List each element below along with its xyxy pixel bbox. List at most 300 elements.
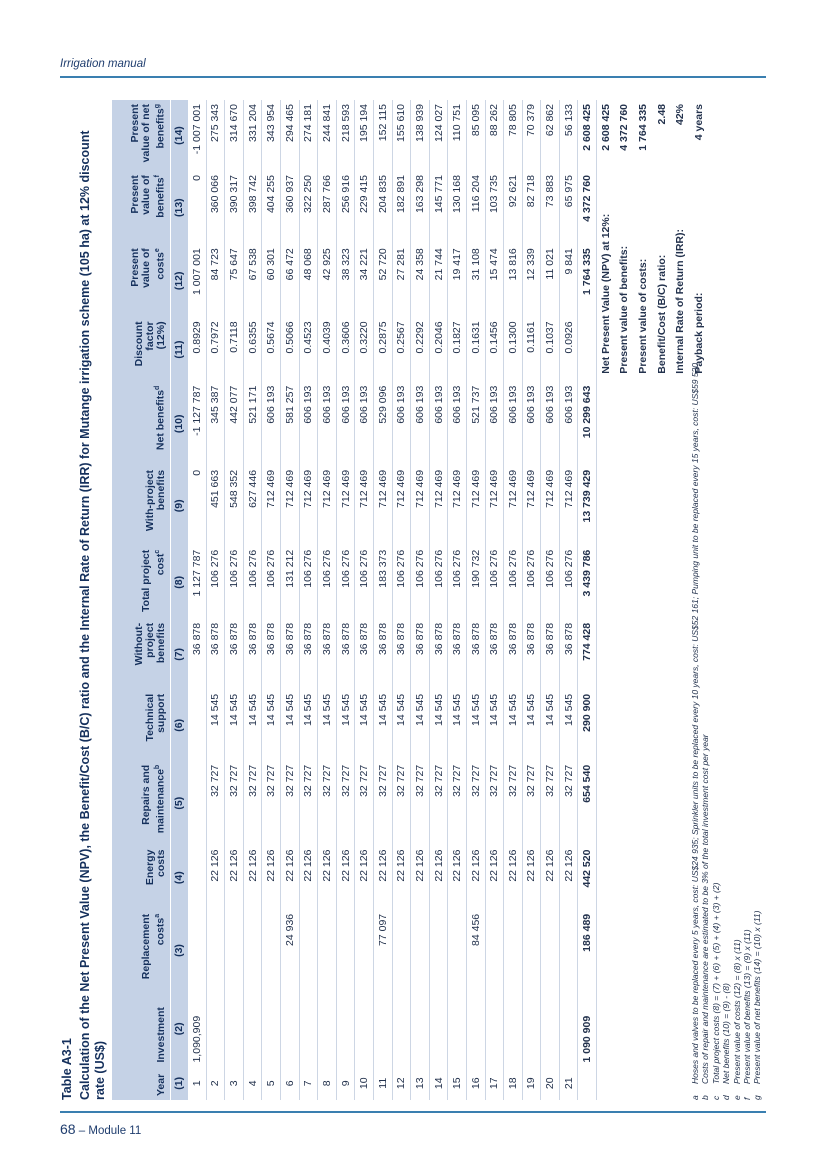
table-cell: 14 545: [448, 690, 467, 761]
table-cell: 34 221: [355, 244, 374, 317]
table-cell: [541, 910, 560, 991]
table-cell: 9: [336, 1067, 355, 1100]
table-cell: 343 954: [262, 100, 281, 171]
table-cell: 14 545: [373, 690, 392, 761]
column-header: [112, 171, 170, 244]
table-cell: 116 204: [466, 171, 485, 244]
table-cell: 145 771: [429, 171, 448, 244]
table-cell: 18: [504, 1067, 523, 1100]
summary-value: 2.48: [655, 104, 668, 125]
table-cell: 712 469: [355, 466, 374, 546]
table-cell: 19: [522, 1067, 541, 1100]
table-cell: 14 545: [299, 690, 318, 761]
column-header-text: Present value of costs: [129, 248, 167, 288]
table-cell: 42 925: [318, 244, 337, 317]
column-header-text: Without-project benefits: [132, 622, 167, 666]
table-row: [262, 100, 281, 1100]
table-cell: 77 097: [373, 910, 392, 991]
table-cell: 62 862: [541, 100, 560, 171]
footnote-letter: a: [690, 1095, 700, 1100]
table-cell: [392, 910, 411, 991]
table-cell: [429, 910, 448, 991]
table-cell: 36 878: [336, 619, 355, 690]
npv-table: [112, 100, 711, 1100]
table-cell: 73 883: [541, 171, 560, 244]
column-header-text: Investment: [154, 1007, 167, 1063]
table-cell: 124 027: [429, 100, 448, 171]
table-cell: 38 323: [336, 244, 355, 317]
table-cell: 0.3606: [336, 317, 355, 381]
table-cell: 14 545: [206, 690, 225, 761]
table-cell: 0.4523: [299, 317, 318, 381]
table-cell: 14 545: [336, 690, 355, 761]
table-cell: 322 250: [299, 171, 318, 244]
table-cell: 606 193: [504, 382, 523, 466]
table-cell: 106 276: [559, 546, 578, 619]
summary-label: Benefit/Cost (B/C) ratio:: [655, 254, 668, 374]
column-number: (2): [170, 991, 188, 1066]
table-cell: [299, 991, 318, 1066]
column-number: (11): [170, 317, 188, 381]
table-cell: 32 727: [541, 761, 560, 846]
column-header-text: With-project benefits: [143, 469, 167, 532]
total-cell: 4 372 760: [578, 171, 597, 244]
table-cell: 21 744: [429, 244, 448, 317]
table-cell: 92 621: [504, 171, 523, 244]
table-cell: 22 126: [336, 846, 355, 910]
table-cell: 32 727: [504, 761, 523, 846]
table-cell: 6: [280, 1067, 299, 1100]
table-cell: 0.3220: [355, 317, 374, 381]
footnote-text: Present value of benefits (13) = (9) x (11): [742, 929, 753, 1084]
footnote: [690, 100, 700, 1100]
table-cell: 204 835: [373, 171, 392, 244]
table-cell: 712 469: [280, 466, 299, 546]
summary-label: Net Present Value (NPV) at 12%:: [600, 213, 613, 374]
table-cell: 106 276: [355, 546, 374, 619]
table-cell: 14 545: [504, 690, 523, 761]
footnote-letter: c: [710, 1095, 721, 1100]
table-cell: 22 126: [299, 846, 318, 910]
summary-spacer: [615, 382, 634, 1100]
table-cell: 182 891: [392, 171, 411, 244]
table-cell: 31 108: [466, 244, 485, 317]
table-cell: 22 126: [448, 846, 467, 910]
table-cell: 0.2292: [411, 317, 430, 381]
table-cell: [485, 910, 504, 991]
table-cell: 606 193: [336, 382, 355, 466]
table-cell: [225, 991, 244, 1066]
summary-row: [634, 100, 653, 1100]
table-title: Calculation of the Net Present Value (NPV), the Benefit/Cost (B/C) ratio and the Internal Rate of Return (IRR) for Mutange irrigation scheme (105 ha) at 12% discount rate (US$): [78, 130, 107, 1100]
table-cell: 16: [466, 1067, 485, 1100]
footnote-marker: b: [154, 764, 161, 770]
table-cell: 0.5066: [280, 317, 299, 381]
table-cell: 0.1161: [522, 317, 541, 381]
column-header: [112, 991, 170, 1066]
summary-spacer: [652, 382, 671, 1100]
table-cell: 155 610: [392, 100, 411, 171]
table-cell: 244 841: [318, 100, 337, 171]
table-cell: 14 545: [280, 690, 299, 761]
column-number: (1): [170, 1067, 188, 1100]
table-cell: 32 727: [373, 761, 392, 846]
table-cell: 106 276: [392, 546, 411, 619]
table-cell: 36 878: [485, 619, 504, 690]
table-cell: 14 545: [411, 690, 430, 761]
table-cell: 22 126: [262, 846, 281, 910]
column-number: (13): [170, 171, 188, 244]
table-cell: 606 193: [541, 382, 560, 466]
table-cell: 52 720: [373, 244, 392, 317]
table-cell: [336, 910, 355, 991]
table-row: [448, 100, 467, 1100]
footnote-text: Present value of costs (12) = (8) x (11): [731, 939, 742, 1084]
table-cell: 11: [373, 1067, 392, 1100]
table-cell: 606 193: [318, 382, 337, 466]
column-header-text: Present value of benefits: [129, 175, 167, 218]
table-cell: 0: [188, 171, 207, 244]
table-cell: 32 727: [299, 761, 318, 846]
table-cell: 345 387: [206, 382, 225, 466]
summary-value: 4 years: [692, 104, 705, 141]
table-cell: 183 373: [373, 546, 392, 619]
table-cell: 15: [448, 1067, 467, 1100]
table-cell: 0.1827: [448, 317, 467, 381]
column-header: [112, 761, 170, 846]
table-row: [318, 100, 337, 1100]
table-cell: 360 066: [206, 171, 225, 244]
table-row: [188, 100, 207, 1100]
table-row: [429, 100, 448, 1100]
table-cell: 0.5674: [262, 317, 281, 381]
table-cell: 4: [243, 1067, 262, 1100]
table-cell: [262, 910, 281, 991]
table-cell: 163 298: [411, 171, 430, 244]
table-cell: 22 126: [392, 846, 411, 910]
summary-value: 42%: [674, 104, 687, 126]
table-row: [336, 100, 355, 1100]
column-number: (9): [170, 466, 188, 546]
table-cell: 32 727: [429, 761, 448, 846]
table-cell: 106 276: [522, 546, 541, 619]
table-cell: 106 276: [318, 546, 337, 619]
table-label: Table A3-1: [60, 1038, 74, 1100]
table-cell: 36 878: [262, 619, 281, 690]
table-cell: 88 262: [485, 100, 504, 171]
table-cell: 712 469: [373, 466, 392, 546]
column-number: (14): [170, 100, 188, 171]
table-cell: 14 545: [559, 690, 578, 761]
table-cell: -1 127 787: [188, 382, 207, 466]
column-header: [112, 846, 170, 910]
column-number: (6): [170, 690, 188, 761]
table-cell: -1 007 001: [188, 100, 207, 171]
table-cell: 581 257: [280, 382, 299, 466]
table-cell: 606 193: [485, 382, 504, 466]
total-cell: [578, 1067, 597, 1100]
table-cell: 0.2046: [429, 317, 448, 381]
table-cell: 36 878: [466, 619, 485, 690]
table-row: [355, 100, 374, 1100]
table-cell: 32 727: [448, 761, 467, 846]
table-cell: 22 126: [206, 846, 225, 910]
table-cell: 22 126: [429, 846, 448, 910]
table-cell: 32 727: [485, 761, 504, 846]
table-cell: 14 545: [485, 690, 504, 761]
table-cell: 22 126: [355, 846, 374, 910]
column-number: (8): [170, 546, 188, 619]
table-cell: [262, 991, 281, 1066]
table-cell: 606 193: [392, 382, 411, 466]
table-cell: 22 126: [522, 846, 541, 910]
table-cell: 32 727: [336, 761, 355, 846]
table-row: [373, 100, 392, 1100]
table-cell: 548 352: [225, 466, 244, 546]
table-cell: 398 742: [243, 171, 262, 244]
table-cell: [411, 991, 430, 1066]
table-cell: 32 727: [392, 761, 411, 846]
table-cell: 17: [485, 1067, 504, 1100]
table-cell: 218 593: [336, 100, 355, 171]
footnote-marker: g: [154, 104, 161, 109]
column-header-text: Year: [154, 1073, 167, 1096]
table-row: [206, 100, 225, 1100]
table-cell: [243, 910, 262, 991]
table-cell: 70 379: [522, 100, 541, 171]
page-number: 68: [60, 1121, 76, 1137]
table-cell: 606 193: [355, 382, 374, 466]
table-cell: [188, 761, 207, 846]
table-cell: 106 276: [336, 546, 355, 619]
folio-separator: –: [78, 1125, 86, 1137]
table-cell: 106 276: [262, 546, 281, 619]
table-cell: 36 878: [206, 619, 225, 690]
table-cell: [373, 991, 392, 1066]
table-cell: 36 878: [373, 619, 392, 690]
table-cell: 22 126: [373, 846, 392, 910]
table-row: [504, 100, 523, 1100]
table-cell: 14 545: [541, 690, 560, 761]
table-cell: 36 878: [522, 619, 541, 690]
table-cell: 24 358: [411, 244, 430, 317]
column-number: (7): [170, 619, 188, 690]
table-row: [559, 100, 578, 1100]
table-cell: 12 339: [522, 244, 541, 317]
table-cell: 19 417: [448, 244, 467, 317]
table-cell: 712 469: [262, 466, 281, 546]
column-header-text: Discount factor (12%): [132, 321, 167, 367]
footnote: [711, 100, 721, 1100]
table-cell: 712 469: [411, 466, 430, 546]
table-cell: 36 878: [318, 619, 337, 690]
table-cell: 712 469: [392, 466, 411, 546]
table-cell: 106 276: [504, 546, 523, 619]
summary-row: [671, 100, 690, 1100]
total-cell: 186 489: [578, 910, 597, 991]
footnotes: [690, 100, 763, 1100]
table-cell: 14 545: [466, 690, 485, 761]
table-cell: 0.7118: [225, 317, 244, 381]
column-header-text: Energy costs: [143, 849, 167, 886]
footer-rule: [60, 1111, 766, 1113]
table-cell: 0.1631: [466, 317, 485, 381]
table-cell: 85 095: [466, 100, 485, 171]
table-cell: 0.0926: [559, 317, 578, 381]
column-header-text: Total project cost: [140, 549, 167, 612]
summary-label: Payback period:: [692, 292, 705, 374]
table-cell: 606 193: [411, 382, 430, 466]
table-cell: 67 538: [243, 244, 262, 317]
table-cell: 106 276: [225, 546, 244, 619]
table-cell: 14 545: [429, 690, 448, 761]
table-cell: 14 545: [243, 690, 262, 761]
table-cell: 24 936: [280, 910, 299, 991]
table-cell: 712 469: [299, 466, 318, 546]
footnote: [742, 100, 752, 1100]
summary-row: [615, 100, 634, 1100]
summary-spacer: [597, 382, 616, 1100]
table-cell: 138 939: [411, 100, 430, 171]
table-cell: 27 281: [392, 244, 411, 317]
column-header: [112, 690, 170, 761]
total-cell: 774 428: [578, 619, 597, 690]
column-header: [112, 317, 170, 381]
table-cell: 0.1037: [541, 317, 560, 381]
summary-value: 4 372 760: [618, 104, 631, 151]
table-cell: 14 545: [262, 690, 281, 761]
table-cell: 48 068: [299, 244, 318, 317]
table-cell: 11 021: [541, 244, 560, 317]
table-cell: 606 193: [429, 382, 448, 466]
column-number: (5): [170, 761, 188, 846]
table-cell: 36 878: [504, 619, 523, 690]
summary-value: 1 764 335: [637, 104, 650, 151]
summary-spacer: [671, 382, 690, 1100]
table-cell: 712 469: [485, 466, 504, 546]
table-cell: [448, 910, 467, 991]
total-cell: 442 520: [578, 846, 597, 910]
column-header: [112, 100, 170, 171]
table-cell: 606 193: [262, 382, 281, 466]
column-header-text: Technical support: [143, 693, 167, 742]
table-cell: 195 194: [355, 100, 374, 171]
table-cell: 22 126: [504, 846, 523, 910]
table-cell: 22 126: [466, 846, 485, 910]
table-cell: 84 456: [466, 910, 485, 991]
table-cell: [355, 910, 374, 991]
table-cell: 8: [318, 1067, 337, 1100]
table-cell: 14 545: [318, 690, 337, 761]
table-cell: 712 469: [448, 466, 467, 546]
table-cell: [206, 991, 225, 1066]
total-cell: 10 299 643: [578, 382, 597, 466]
footnote-letter: f: [742, 1097, 753, 1100]
footnote-letter: b: [700, 1095, 711, 1100]
folio: [60, 1121, 141, 1137]
table-row: [280, 100, 299, 1100]
table-cell: 360 937: [280, 171, 299, 244]
table-cell: 712 469: [559, 466, 578, 546]
column-header-text: Present value of net benefits: [129, 104, 167, 163]
column-number: (4): [170, 846, 188, 910]
column-number: (12): [170, 244, 188, 317]
table-cell: 106 276: [411, 546, 430, 619]
table-cell: 521 171: [243, 382, 262, 466]
table-cell: [336, 991, 355, 1066]
table-cell: 66 472: [280, 244, 299, 317]
table-cell: 110 751: [448, 100, 467, 171]
table-cell: 14: [429, 1067, 448, 1100]
table-cell: 451 663: [206, 466, 225, 546]
table-cell: [392, 991, 411, 1066]
table-row: [299, 100, 318, 1100]
table-cell: 0.2567: [392, 317, 411, 381]
total-cell: 2 608 425: [578, 100, 597, 171]
table-cell: 274 181: [299, 100, 318, 171]
table-cell: [522, 991, 541, 1066]
table-cell: 1,090,909: [188, 991, 207, 1066]
table-cell: 131 212: [280, 546, 299, 619]
table-cell: 1: [188, 1067, 207, 1100]
table-cell: 606 193: [448, 382, 467, 466]
column-header: [112, 382, 170, 466]
footnote: [700, 100, 710, 1100]
table-cell: 606 193: [522, 382, 541, 466]
table-cell: 32 727: [206, 761, 225, 846]
table-cell: [466, 991, 485, 1066]
table-cell: 20: [541, 1067, 560, 1100]
column-header: [112, 619, 170, 690]
table-row: [411, 100, 430, 1100]
table-cell: 190 732: [466, 546, 485, 619]
table-cell: [188, 846, 207, 910]
table-cell: [522, 910, 541, 991]
table-body: [188, 100, 709, 1100]
table-cell: 5: [262, 1067, 281, 1100]
table-cell: 229 415: [355, 171, 374, 244]
table-cell: [559, 991, 578, 1066]
table-cell: 36 878: [225, 619, 244, 690]
table-cell: 22 126: [485, 846, 504, 910]
table-row: [466, 100, 485, 1100]
table-cell: [318, 910, 337, 991]
table-cell: 0.4039: [318, 317, 337, 381]
table-row: [541, 100, 560, 1100]
table-cell: 256 916: [336, 171, 355, 244]
table-cell: 521 737: [466, 382, 485, 466]
table-cell: 60 301: [262, 244, 281, 317]
table-cell: 22 126: [411, 846, 430, 910]
table-cell: 152 115: [373, 100, 392, 171]
table-cell: 36 878: [429, 619, 448, 690]
table-cell: 36 878: [392, 619, 411, 690]
column-header: [112, 244, 170, 317]
footnote-marker: e: [154, 248, 161, 253]
footnote-letter: g: [752, 1095, 763, 1100]
table-cell: [448, 991, 467, 1066]
table-cell: 36 878: [411, 619, 430, 690]
table-cell: 36 878: [541, 619, 560, 690]
table-cell: 1 127 787: [188, 546, 207, 619]
table-cell: 78 805: [504, 100, 523, 171]
footnote-text: Present value of net benefits (14) = (10) x (11): [752, 910, 763, 1084]
table-cell: 712 469: [541, 466, 560, 546]
table-cell: 14 545: [225, 690, 244, 761]
table-cell: 627 446: [243, 466, 262, 546]
table-cell: 10: [355, 1067, 374, 1100]
table-cell: 331 204: [243, 100, 262, 171]
